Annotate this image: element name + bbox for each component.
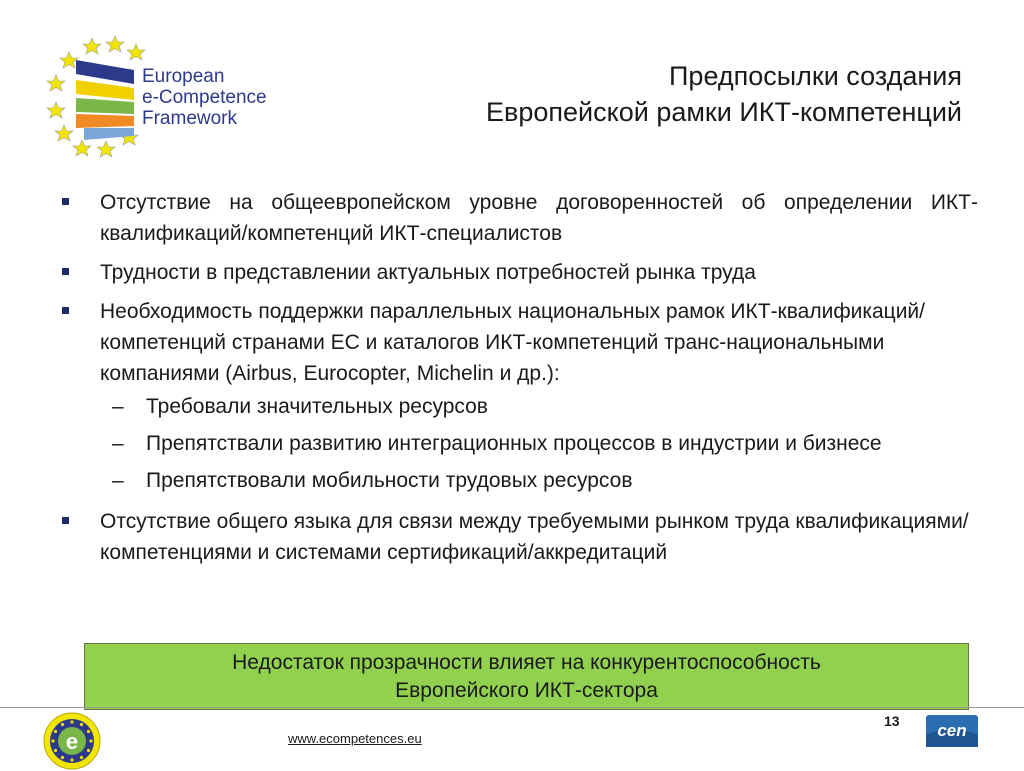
bullet-square-icon <box>62 307 69 314</box>
slide-title <box>342 58 962 130</box>
dash-icon: – <box>112 395 124 418</box>
bullet-square-icon <box>62 268 69 275</box>
bullet-text: Трудности в представлении актуальных потребностей рынка труда <box>100 261 756 284</box>
bullet-text: Отсутствие на общеевропейском уровне договоренностей об определении ИКТ- квалификаций/компетенций ИКТ-специалистов <box>100 191 978 245</box>
logo-text-line3: Framework <box>142 108 238 129</box>
cen-logo-icon <box>926 715 978 761</box>
slide-content <box>62 187 978 568</box>
sub-bullet-item <box>62 391 978 422</box>
page-number: 13 <box>884 713 900 729</box>
bullet-item <box>62 257 978 288</box>
bullet-item <box>62 506 978 568</box>
ecf-logo <box>44 32 294 162</box>
sub-bullet-text: Требовали значительных ресурсов <box>146 395 488 418</box>
bullet-square-icon <box>62 517 69 524</box>
callout-box <box>84 643 969 710</box>
sub-bullet-item <box>62 465 978 496</box>
cen-logo-text: cen <box>937 721 967 740</box>
footer-divider <box>0 707 1024 708</box>
callout-line1: Недостаток прозрачности влияет на конкурентоспособность <box>232 651 821 674</box>
badge-letter: e <box>65 729 79 754</box>
sub-bullet-text: Препятствовали мобильности трудовых ресурсов <box>146 469 633 492</box>
sub-bullet-item <box>62 428 978 459</box>
bullet-text: Необходимость поддержки параллельных национальных рамок ИКТ-квалификаций/компетенций странами ЕС и каталогов ИКТ-компетенций транс-национальными компаниями (Airbus, Eurocopter, Michelin и др.): <box>100 300 925 385</box>
logo-text-line2: e-Competence <box>142 87 267 108</box>
e-competence-badge-icon <box>42 711 102 771</box>
sub-bullet-text: Препятствали развитию интеграционных процессов в индустрии и бизнесе <box>146 432 882 455</box>
title-line2: Европейской рамки ИКТ-компетенций <box>486 97 962 127</box>
footer-url-link[interactable]: www.ecompetences.eu <box>288 731 422 746</box>
bullet-item <box>62 187 978 249</box>
dash-icon: – <box>112 469 124 492</box>
title-line1: Предпосылки создания <box>669 61 962 91</box>
logo-text-line1: European <box>142 66 225 87</box>
bullet-square-icon <box>62 198 69 205</box>
dash-icon: – <box>112 432 124 455</box>
bullet-item <box>62 296 978 389</box>
callout-line2: Европейского ИКТ-сектора <box>395 679 658 702</box>
bullet-text: Отсутствие общего языка для связи между требуемыми рынком труда квалификациями/компетенциями и системами сертификаций/аккредитаций <box>100 510 969 564</box>
